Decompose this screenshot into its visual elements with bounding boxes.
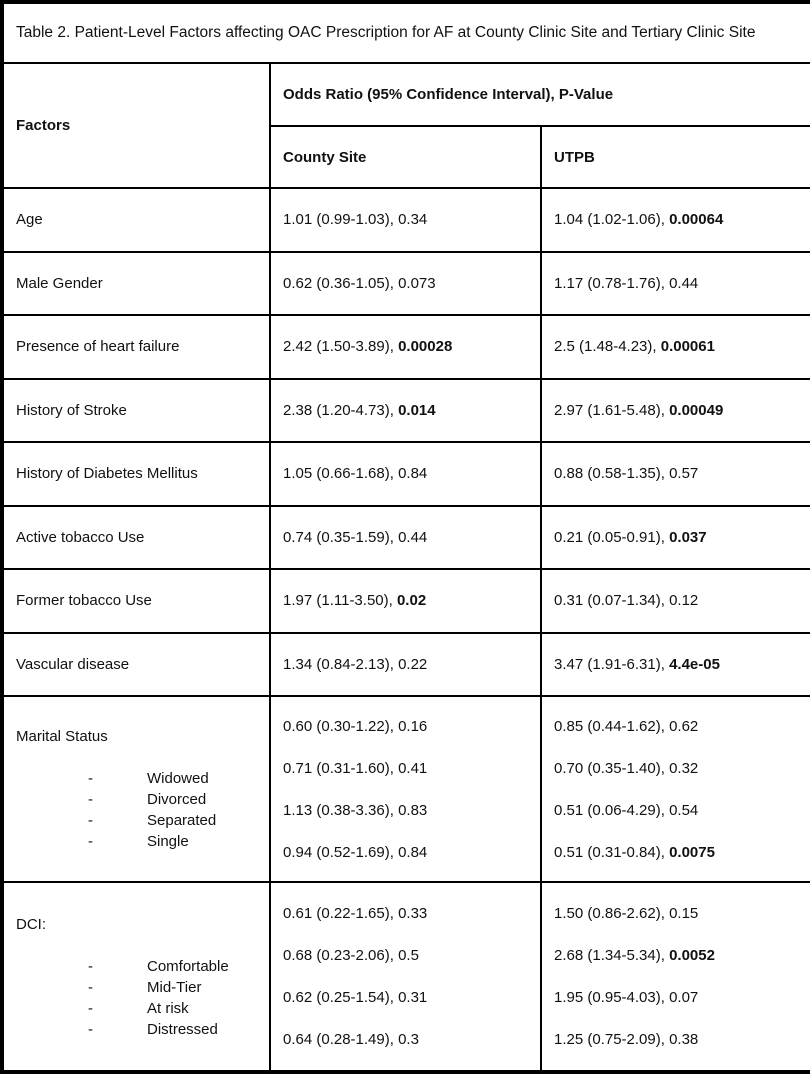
table-row-male-gender bbox=[2, 252, 810, 316]
header-row-1 bbox=[2, 63, 810, 126]
header-odds-ratio: Odds Ratio (95% Confidence Interval), P-Value bbox=[270, 63, 810, 126]
or-ci-value: 1.97 (1.11-3.50), bbox=[283, 592, 393, 610]
p-value: 0.44 bbox=[398, 528, 428, 546]
dash-bullet: - bbox=[88, 833, 93, 850]
value-line bbox=[283, 758, 528, 779]
sub-item-label: Comfortable bbox=[147, 957, 229, 975]
p-value: 0.34 bbox=[398, 211, 428, 229]
p-value: 0.5 bbox=[398, 947, 419, 964]
utpb-value-cell bbox=[541, 506, 810, 570]
value-line bbox=[283, 842, 528, 863]
county-value-cell bbox=[270, 442, 541, 506]
p-value: 0.22 bbox=[398, 655, 428, 673]
or-ci-value: 0.74 (0.35-1.59), bbox=[283, 528, 394, 546]
or-ci-value: 0.85 (0.44-1.62), bbox=[554, 717, 665, 735]
factor-label: Presence of heart failure bbox=[16, 338, 180, 356]
p-value: 0.00049 bbox=[669, 401, 724, 419]
utpb-value-cell bbox=[541, 882, 810, 1072]
p-value: 0.073 bbox=[398, 274, 436, 292]
value-line bbox=[283, 716, 528, 737]
value-line bbox=[283, 903, 528, 924]
p-value: 0.54 bbox=[669, 801, 699, 819]
p-value: 0.00061 bbox=[660, 338, 715, 356]
factor-cell bbox=[2, 252, 270, 316]
p-value: 0.02 bbox=[396, 592, 427, 610]
dash-bullet: - bbox=[88, 770, 93, 787]
sub-item-label: Mid-Tier bbox=[147, 978, 202, 996]
dash-bullet: - bbox=[88, 978, 93, 996]
value-line bbox=[554, 987, 798, 1008]
factor-label: Male Gender bbox=[16, 274, 103, 292]
factor-label: History of Diabetes Mellitus bbox=[16, 465, 198, 483]
p-value: 0.84 bbox=[398, 465, 428, 483]
utpb-value-cell bbox=[541, 188, 810, 252]
or-ci-value: 0.94 (0.52-1.69), bbox=[283, 843, 394, 861]
p-value: 0.41 bbox=[398, 759, 428, 777]
dash-bullet: - bbox=[88, 957, 93, 975]
table-row-vascular-disease bbox=[2, 633, 810, 697]
or-ci-value: 0.31 (0.07-1.34), bbox=[554, 592, 665, 610]
county-value-cell bbox=[270, 252, 541, 316]
dash-bullet: - bbox=[88, 999, 93, 1017]
p-value: 0.57 bbox=[669, 465, 699, 483]
table-row-history-stroke bbox=[2, 379, 810, 443]
factor-cell bbox=[2, 442, 270, 506]
or-ci-value: 1.05 (0.66-1.68), bbox=[283, 465, 394, 483]
table-row-marital-status bbox=[2, 696, 810, 882]
header-utpb: UTPB bbox=[541, 126, 810, 188]
factor-sub-item bbox=[16, 1019, 257, 1040]
value-line bbox=[554, 758, 798, 779]
county-value-cell bbox=[270, 633, 541, 697]
factor-cell bbox=[2, 315, 270, 379]
p-value: 0.014 bbox=[398, 401, 436, 419]
factor-label: History of Stroke bbox=[16, 401, 127, 419]
table-row-former-tobacco bbox=[2, 569, 810, 633]
value-line bbox=[554, 800, 798, 821]
or-ci-value: 2.5 (1.48-4.23), bbox=[554, 338, 657, 356]
p-value: 4.4e-05 bbox=[669, 655, 720, 673]
value-line bbox=[554, 716, 798, 737]
header-factors: Factors bbox=[2, 63, 270, 188]
or-ci-value: 0.88 (0.58-1.35), bbox=[554, 465, 665, 483]
or-ci-value: 2.42 (1.50-3.89), bbox=[283, 338, 394, 356]
or-ci-value: 1.17 (0.78-1.76), bbox=[554, 274, 665, 292]
factor-label: Marital Status bbox=[16, 728, 108, 745]
factor-label: Vascular disease bbox=[16, 655, 130, 673]
p-value: 0.16 bbox=[398, 717, 428, 735]
factor-sub-item bbox=[16, 768, 257, 789]
county-value-cell bbox=[270, 379, 541, 443]
value-line bbox=[554, 903, 798, 924]
or-ci-value: 1.34 (0.84-2.13), bbox=[283, 655, 394, 673]
county-value-cell bbox=[270, 315, 541, 379]
p-value: 0.00064 bbox=[669, 211, 724, 229]
or-ci-value: 1.13 (0.38-3.36), bbox=[283, 801, 394, 819]
p-value: 0.38 bbox=[669, 1031, 699, 1048]
p-value: 0.0052 bbox=[669, 947, 715, 964]
factor-label: Former tobacco Use bbox=[16, 592, 152, 610]
p-value: 0.3 bbox=[398, 1031, 419, 1048]
sub-item-label: Single bbox=[147, 833, 189, 850]
or-ci-value: 2.97 (1.61-5.48), bbox=[554, 401, 665, 419]
utpb-value-cell bbox=[541, 442, 810, 506]
sub-item-label: Divorced bbox=[147, 791, 207, 808]
factor-label: Age bbox=[16, 211, 43, 229]
factor-cell bbox=[2, 696, 270, 882]
value-line bbox=[554, 1029, 798, 1050]
utpb-value-cell bbox=[541, 696, 810, 882]
p-value: 0.31 bbox=[398, 989, 428, 1006]
or-ci-value: 1.95 (0.95-4.03), bbox=[554, 989, 665, 1006]
sub-item-label: Separated bbox=[147, 812, 217, 829]
or-ci-value: 1.50 (0.86-2.62), bbox=[554, 905, 665, 922]
p-value: 0.12 bbox=[669, 592, 699, 610]
factor-cell bbox=[2, 188, 270, 252]
sub-item-label: Distressed bbox=[147, 1020, 218, 1038]
or-ci-value: 2.38 (1.20-4.73), bbox=[283, 401, 394, 419]
or-ci-value: 1.04 (1.02-1.06), bbox=[554, 211, 665, 229]
p-value: 0.15 bbox=[669, 905, 699, 922]
sub-item-label: Widowed bbox=[147, 770, 209, 787]
factor-sub-item bbox=[16, 977, 257, 998]
or-ci-value: 3.47 (1.91-6.31), bbox=[554, 655, 665, 673]
table-row-dci bbox=[2, 882, 810, 1072]
value-line bbox=[283, 800, 528, 821]
county-value-cell bbox=[270, 882, 541, 1072]
p-value: 0.84 bbox=[398, 843, 428, 861]
p-value: 0.32 bbox=[669, 759, 699, 777]
utpb-value-cell bbox=[541, 569, 810, 633]
or-ci-value: 0.68 (0.23-2.06), bbox=[283, 947, 394, 964]
p-value: 0.037 bbox=[669, 528, 707, 546]
county-value-cell bbox=[270, 188, 541, 252]
or-ci-value: 0.21 (0.05-0.91), bbox=[554, 528, 665, 546]
p-value: 0.44 bbox=[669, 274, 699, 292]
utpb-value-cell bbox=[541, 315, 810, 379]
p-value: 0.00028 bbox=[398, 338, 453, 356]
factor-sub-item bbox=[16, 789, 257, 810]
utpb-value-cell bbox=[541, 379, 810, 443]
or-ci-value: 0.60 (0.30-1.22), bbox=[283, 717, 394, 735]
or-ci-value: 2.68 (1.34-5.34), bbox=[554, 947, 665, 964]
factor-cell bbox=[2, 633, 270, 697]
p-value: 0.0075 bbox=[669, 843, 715, 861]
county-value-cell bbox=[270, 696, 541, 882]
county-value-cell bbox=[270, 506, 541, 570]
table-row-diabetes bbox=[2, 442, 810, 506]
or-ci-value: 0.51 (0.31-0.84), bbox=[554, 843, 665, 861]
sub-item-label: At risk bbox=[147, 999, 189, 1017]
factor-sub-item bbox=[16, 956, 257, 977]
or-ci-value: 1.25 (0.75-2.09), bbox=[554, 1031, 665, 1048]
table-caption-row bbox=[2, 2, 810, 63]
table-title: Table 2. Patient-Level Factors affecting OAC Prescription for AF at County Clinic Site and Tertiary Clinic Site bbox=[2, 2, 810, 63]
or-ci-value: 0.62 (0.25-1.54), bbox=[283, 989, 394, 1006]
utpb-value-cell bbox=[541, 252, 810, 316]
or-ci-value: 0.62 (0.36-1.05), bbox=[283, 274, 394, 292]
factor-sub-item bbox=[16, 810, 257, 831]
dash-bullet: - bbox=[88, 1020, 93, 1038]
utpb-value-cell bbox=[541, 633, 810, 697]
factor-label: DCI: bbox=[16, 915, 46, 933]
value-line bbox=[554, 842, 798, 863]
or-ci-value: 1.01 (0.99-1.03), bbox=[283, 211, 394, 229]
value-line bbox=[283, 945, 528, 966]
p-value: 0.07 bbox=[669, 989, 699, 1006]
or-ci-value: 0.70 (0.35-1.40), bbox=[554, 759, 665, 777]
or-ci-value: 0.51 (0.06-4.29), bbox=[554, 801, 665, 819]
or-ci-value: 0.64 (0.28-1.49), bbox=[283, 1031, 394, 1048]
or-ci-value: 0.61 (0.22-1.65), bbox=[283, 905, 394, 922]
factor-cell bbox=[2, 379, 270, 443]
factor-label: Active tobacco Use bbox=[16, 528, 145, 546]
p-value: 0.62 bbox=[669, 717, 699, 735]
factor-cell bbox=[2, 506, 270, 570]
factor-cell bbox=[2, 569, 270, 633]
value-line bbox=[554, 945, 798, 966]
table-row-heart-failure bbox=[2, 315, 810, 379]
dash-bullet: - bbox=[88, 812, 93, 829]
header-county-site: County Site bbox=[270, 126, 541, 188]
p-value: 0.83 bbox=[398, 801, 428, 819]
or-ci-value: 0.71 (0.31-1.60), bbox=[283, 759, 394, 777]
value-line bbox=[283, 987, 528, 1008]
county-value-cell bbox=[270, 569, 541, 633]
table-row-active-tobacco bbox=[2, 506, 810, 570]
factor-sub-item bbox=[16, 998, 257, 1019]
p-value: 0.33 bbox=[398, 905, 428, 922]
value-line bbox=[283, 1029, 528, 1050]
table-row-age bbox=[2, 188, 810, 252]
dash-bullet: - bbox=[88, 791, 93, 808]
factor-sub-item bbox=[16, 831, 257, 852]
factor-cell bbox=[2, 882, 270, 1072]
